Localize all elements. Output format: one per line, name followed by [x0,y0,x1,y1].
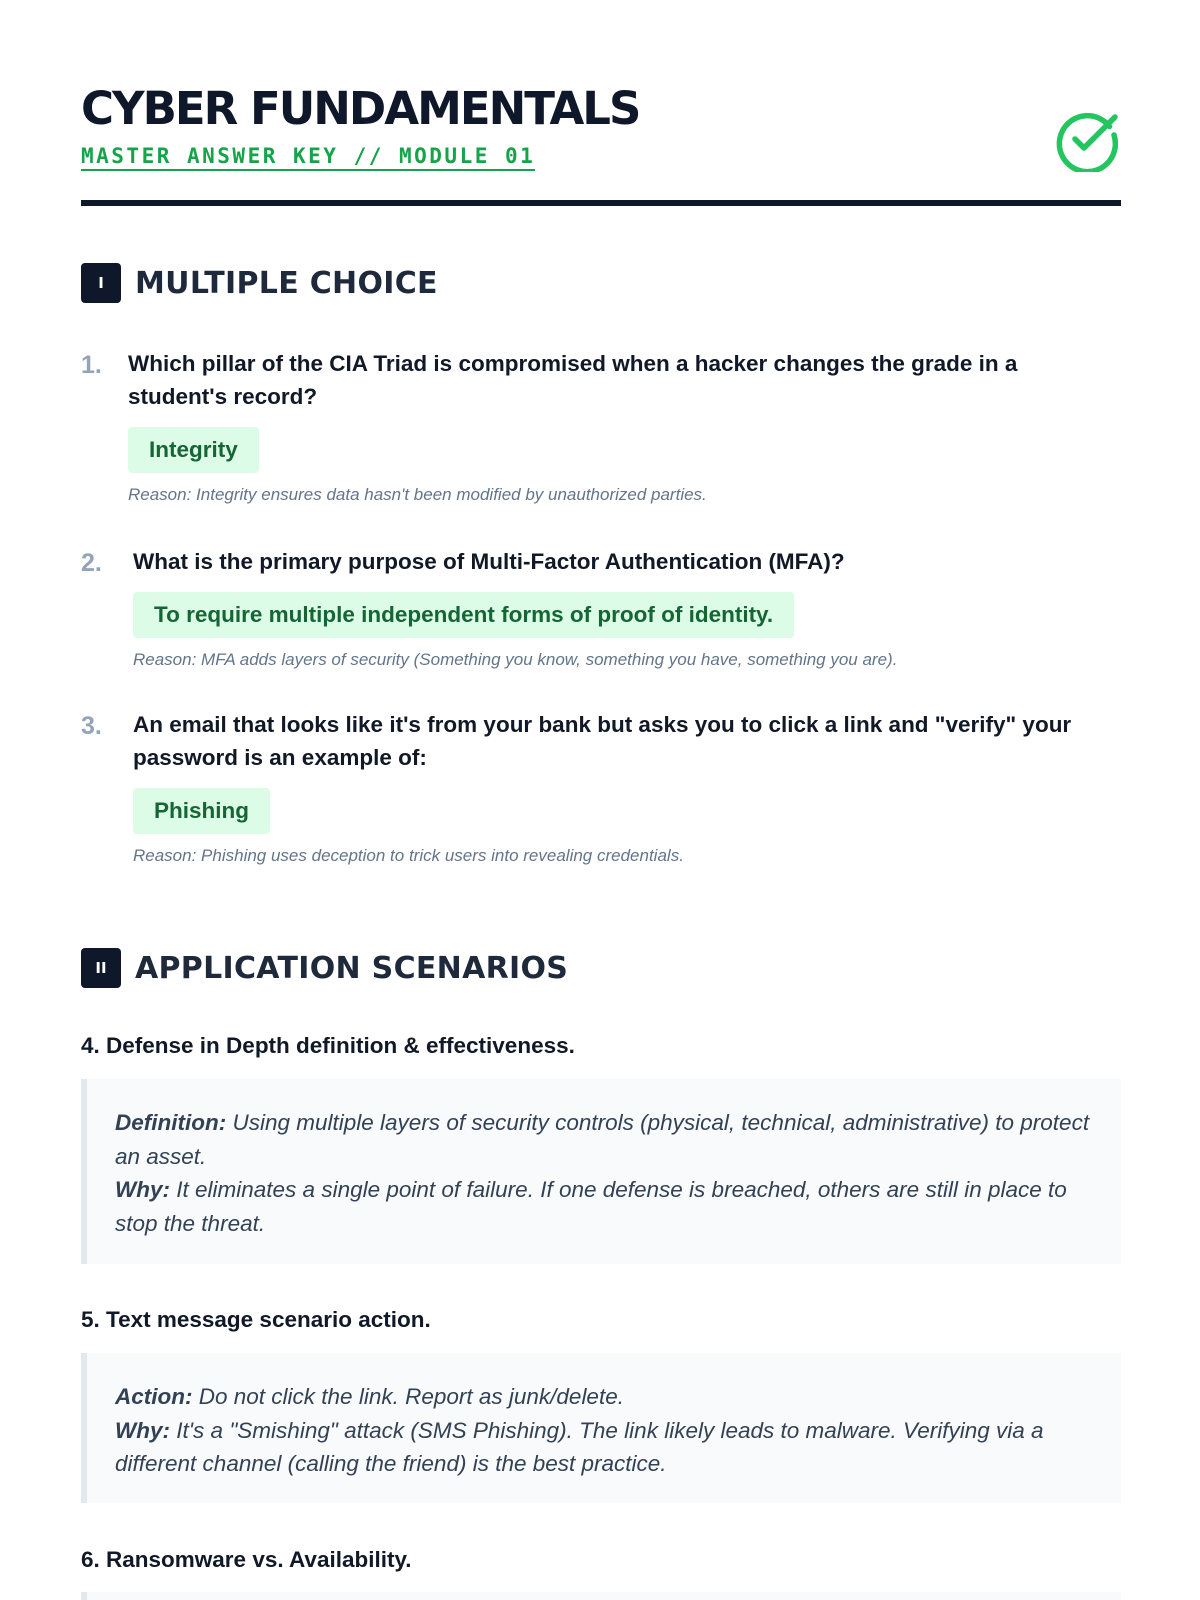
scenario-title: 6. Ransomware vs. Availability. [81,1547,412,1572]
line-label: Why: [115,1417,170,1443]
scenario-answer-box [81,1353,1121,1503]
section-title: MULTIPLE CHOICE [135,265,438,301]
page-subtitle: MASTER ANSWER KEY // MODULE 01 [81,144,535,171]
answer-highlight: Phishing [133,788,270,834]
question-body [133,708,1121,866]
scenario-answer-line [115,1173,1091,1240]
scenario-title: 5. Text message scenario action. [81,1307,431,1332]
answer-reason: Reason: Integrity ensures data hasn't been modified by unauthorized parties. [128,485,707,504]
check-circle-icon [1055,108,1119,172]
line-label: Definition: [115,1110,227,1135]
answer-key-page [81,0,1121,1572]
question-text: An email that looks like it's from your bank but asks you to click a link and "verify" your password is an example of: [133,712,1072,770]
section-numeral: I [81,263,121,303]
line-text: It's a "Smishing" attack (SMS Phishing). The link likely leads to malware. Verifying via a different channel (calling the friend) is the best practice. [115,1417,1044,1476]
line-text: Using multiple layers of security controls (physical, technical, administrative) to protect an asset. [115,1110,1090,1169]
answer-reason: Reason: Phishing uses deception to trick users into revealing credentials. [133,846,684,865]
scenario-answer-line [115,1106,1091,1173]
question-text: Which pillar of the CIA Triad is compromised when a hacker changes the grade in a student's record? [128,351,1018,409]
line-label: Why: [115,1177,170,1202]
page-header [81,0,1121,207]
question-body [128,347,1121,505]
header-divider [81,200,1121,206]
question-number: 3. [81,712,102,740]
scenario-answer-box [81,1592,1121,1600]
question-number: 2. [81,549,102,577]
scenario-title: 4. Defense in Depth definition & effectiveness. [81,1033,575,1058]
line-label: Action: [115,1384,193,1409]
line-text: It eliminates a single point of failure. If one defense is breached, others are still in place to stop the threat. [115,1177,1067,1236]
section-title: APPLICATION SCENARIOS [135,950,569,986]
question-number: 1. [81,351,102,379]
section-numeral: II [81,948,121,988]
section-header-multiple-choice [81,263,438,303]
line-text: Do not click the link. Report as junk/delete. [192,1384,624,1409]
answer-highlight: To require multiple independent forms of proof of identity. [133,592,794,638]
page-title: CYBER FUNDAMENTALS [81,82,640,135]
scenario-answer-line [115,1380,1091,1414]
question-body [133,545,1121,670]
scenario-answer-line [115,1414,1091,1481]
question-text: What is the primary purpose of Multi-Factor Authentication (MFA)? [133,549,845,574]
answer-reason: Reason: MFA adds layers of security (Something you know, something you have, something you are). [133,650,898,669]
answer-highlight: Integrity [128,427,259,473]
section-header-application-scenarios [81,948,568,988]
scenario-answer-box [81,1079,1121,1264]
